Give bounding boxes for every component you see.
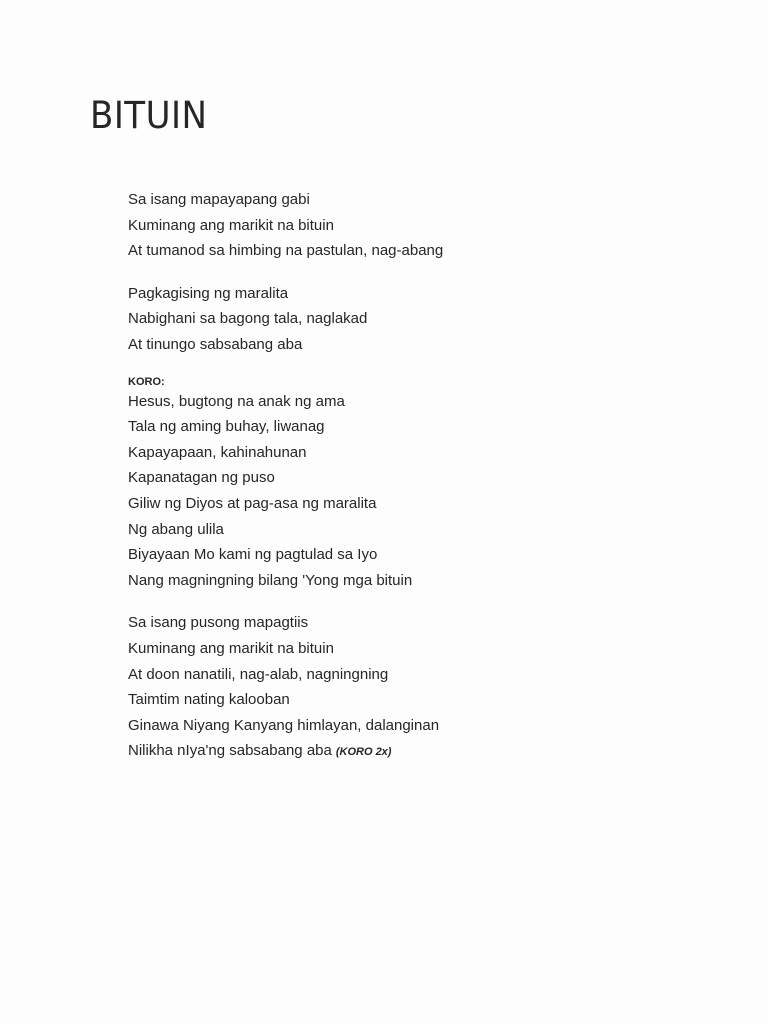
lyric-line: Hesus, bugtong na anak ng ama xyxy=(128,392,345,410)
verse-2 xyxy=(128,281,728,358)
lyric-line: At tinungo sabsabang aba xyxy=(128,335,303,353)
lyric-line: Nang magningning bilang 'Yong mga bituin xyxy=(128,571,413,589)
lyrics-body xyxy=(128,187,728,781)
chorus xyxy=(128,375,728,594)
chorus-label: KORO: xyxy=(128,375,165,388)
lyric-line: Giliw ng Diyos at pag-asa ng maralita xyxy=(128,494,377,512)
lyric-line: Sa isang pusong mapagtiis xyxy=(128,614,309,632)
lyric-line: Sa isang mapayapang gabi xyxy=(128,191,310,208)
verse-3 xyxy=(128,610,728,764)
lyric-line: At tumanod sa himbing na pastulan, nag-abang xyxy=(128,242,444,260)
lyric-line: Nabighani sa bagong tala, naglakad xyxy=(128,310,368,328)
lyric-line: Biyayaan Mo kami ng pagtulad sa Iyo xyxy=(128,546,378,564)
repeat-note: (KORO 2x) xyxy=(335,746,392,759)
lyric-line: Ginawa Niyang Kanyang himlayan, dalanginan xyxy=(128,716,440,734)
lyric-line: Taimtim nating kalooban xyxy=(128,691,290,709)
lyric-line: Kuminang ang marikit na bituin xyxy=(128,639,334,657)
lyric-line: Kapayapaan, kahinahunan xyxy=(128,443,307,461)
lyric-line: Ng abang ulila xyxy=(128,520,224,538)
lyric-line: Tala ng aming buhay, liwanag xyxy=(128,418,325,436)
lyric-line-final xyxy=(128,738,728,764)
lyric-line: Kapanatagan ng puso xyxy=(128,469,275,487)
lyric-line: At doon nanatili, nag-alab, nagningning xyxy=(128,665,389,683)
verse-1 xyxy=(128,187,728,264)
lyric-line-text: Nilikha nIya'ng sabsabang aba xyxy=(128,742,332,760)
lyric-line: Pagkagising ng maralita xyxy=(128,284,289,302)
lyric-line: Kuminang ang marikit na bituin xyxy=(128,216,334,234)
song-title: BITUIN xyxy=(90,94,208,137)
